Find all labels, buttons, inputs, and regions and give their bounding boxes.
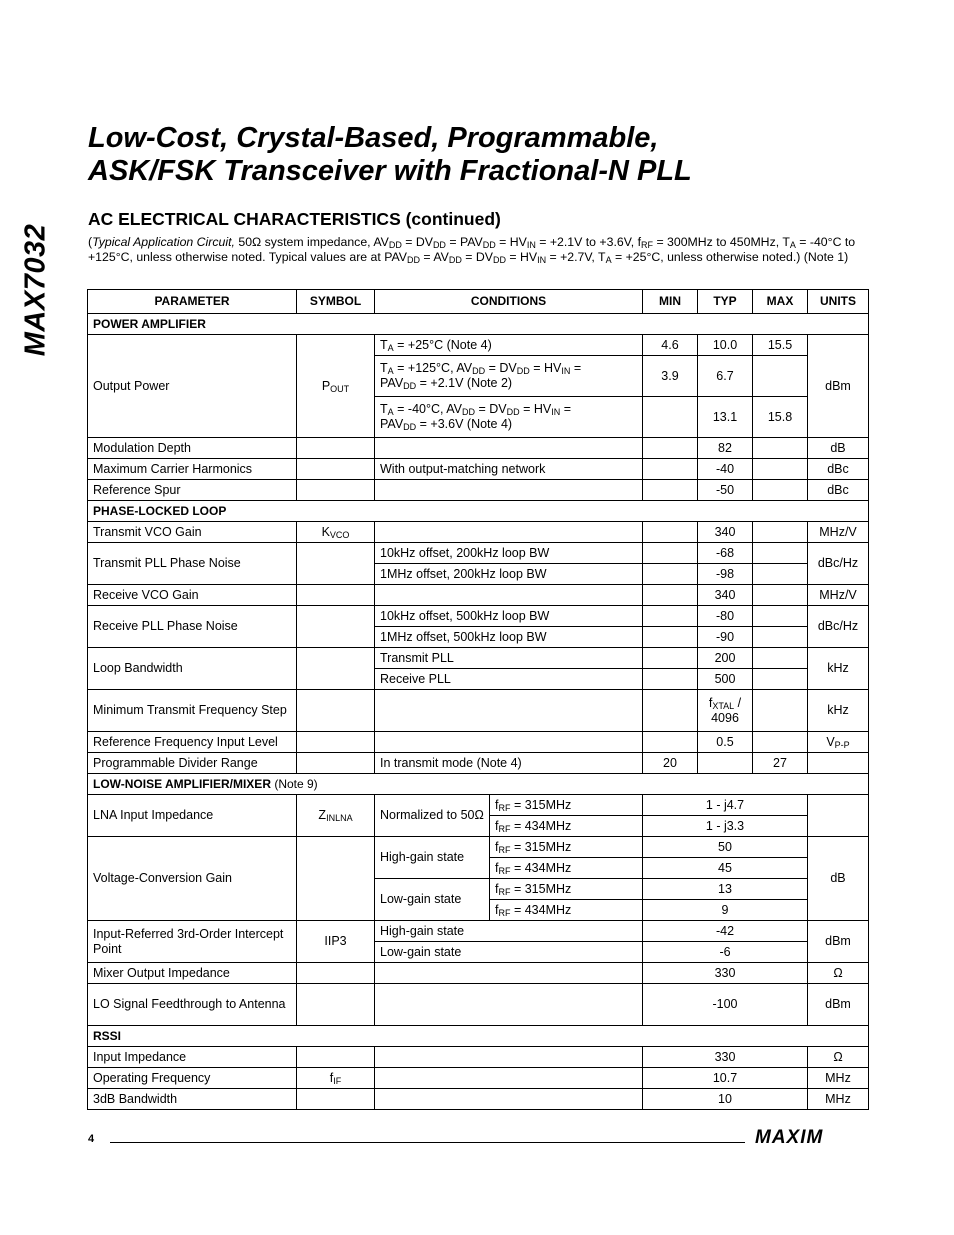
freq-cell: $f_{RF} = 434MHz$ (490, 900, 643, 921)
condition-cell: Receive PLL (375, 669, 643, 690)
param-voltage-conversion-gain: Voltage-Conversion Gain (88, 837, 297, 921)
param-3db-bandwidth: 3dB Bandwidth (88, 1089, 297, 1110)
value-cell: 10.7 (643, 1068, 808, 1089)
units-cell: MHz (808, 1068, 869, 1089)
typ-cell: 340 (698, 522, 753, 543)
value-cell: 10 (643, 1089, 808, 1110)
param-loop-bandwidth: Loop Bandwidth (88, 648, 297, 690)
typ-cell: 200 (698, 648, 753, 669)
condition-cell: $T_A = +125^\circ C$, $AV_{DD} = DV_{DD} = HV_{IN}$ = $PAV_{DD} = +2.1V$ (Note 2) (375, 356, 643, 397)
freq-cell: $f_{RF} = 315MHz$ (490, 795, 643, 816)
value-cell: 330 (643, 963, 808, 984)
max-cell: 15.5 (753, 335, 808, 356)
units-cell: Ω (808, 963, 869, 984)
table-row (88, 984, 869, 1026)
maxim-logo (755, 1127, 865, 1145)
section-row (88, 774, 869, 795)
param-receive-pll-phase-noise: Receive PLL Phase Noise (88, 606, 297, 648)
ac-characteristics-table (87, 289, 869, 1110)
param-output-power: Output Power (88, 335, 297, 438)
units-cell: dB (808, 438, 869, 459)
table-row (88, 335, 869, 356)
typ-cell: -40 (698, 459, 753, 480)
param-reference-spur: Reference Spur (88, 480, 297, 501)
condition-cell: $T_A = -40^\circ C$, $AV_{DD} = DV_{DD} = HV_{IN}$ = $PAV_{DD} = +3.6V$ (Note 4) (375, 397, 643, 438)
condition-cell: Normalized to 50Ω (375, 795, 490, 837)
typ-cell: 340 (698, 585, 753, 606)
header-symbol: SYMBOL (297, 290, 375, 314)
units-cell: dBm (808, 921, 869, 963)
table-row (88, 1047, 869, 1068)
table-row (88, 1068, 869, 1089)
units-cell: dBc/Hz (808, 606, 869, 648)
condition-cell: In transmit mode (Note 4) (375, 753, 643, 774)
param-rssi-input-impedance: Input Impedance (88, 1047, 297, 1068)
section-phase-locked-loop: PHASE-LOCKED LOOP (88, 501, 869, 522)
section-rssi: RSSI (88, 1026, 869, 1047)
header-conditions: CONDITIONS (375, 290, 643, 314)
freq-cell: $f_{RF} = 315MHz$ (490, 837, 643, 858)
condition-cell: $T_A = +25^\circ C$ (Note 4) (375, 335, 643, 356)
condition-cell: Transmit PLL (375, 648, 643, 669)
units-cell: dBc (808, 459, 869, 480)
symbol-pout: $P_{OUT}$ (297, 335, 375, 438)
header-min: MIN (643, 290, 698, 314)
table-row (88, 585, 869, 606)
typ-cell: 10.0 (698, 335, 753, 356)
typ-cell: 6.7 (698, 356, 753, 397)
header-max: MAX (753, 290, 808, 314)
value-cell: 330 (643, 1047, 808, 1068)
table-row (88, 606, 869, 627)
value-cell: 1 - j4.7 (643, 795, 808, 816)
header-parameter: PARAMETER (88, 290, 297, 314)
condition-cell: 10kHz offset, 500kHz loop BW (375, 606, 643, 627)
min-cell: 4.6 (643, 335, 698, 356)
table-row (88, 690, 869, 732)
section-power-amplifier: POWER AMPLIFIER (88, 314, 869, 335)
typ-cell: 500 (698, 669, 753, 690)
param-min-transmit-step: Minimum Transmit Frequency Step (88, 690, 297, 732)
table-row (88, 1089, 869, 1110)
condition-cell: 10kHz offset, 200kHz loop BW (375, 543, 643, 564)
table-row (88, 837, 869, 858)
table-row (88, 543, 869, 564)
conditions-note: (Typical Application Circuit, 50Ω system impedance, $AV_{DD} = DV_{DD} = PAV_{DD} = HV_{IN} = +2.1V$ to +3.6V, $f_{RF} = 300MHz$ to 450MHz, $T_A = -40^\circ C$ to +125°C, unless otherwise noted. Typical values are at $PAV_{DD} = AV_{DD} = DV_{DD} = HV_{IN} = +2.7V$, $T_A = +25^\circ C$, unless otherwise noted.) (Note 1) (88, 235, 856, 265)
header-typ: TYP (698, 290, 753, 314)
param-operating-frequency: Operating Frequency (88, 1068, 297, 1089)
condition-cell: Low-gain state (375, 942, 643, 963)
param-lna-input-impedance: LNA Input Impedance (88, 795, 297, 837)
symbol-kvco: $K_{VCO}$ (297, 522, 375, 543)
section-row (88, 501, 869, 522)
section-heading: AC ELECTRICAL CHARACTERISTICS (continued) (88, 209, 501, 229)
section-lna-mixer: LOW-NOISE AMPLIFIER/MIXER (Note 9) (88, 774, 869, 795)
units-cell: $V_{P-P}$ (808, 732, 869, 753)
svg-text:MAXIM: MAXIM (755, 1127, 824, 1145)
units-cell: MHz/V (808, 522, 869, 543)
page-number: 4 (88, 1133, 95, 1145)
param-modulation-depth: Modulation Depth (88, 438, 297, 459)
value-cell: -100 (643, 984, 808, 1026)
table-row (88, 480, 869, 501)
value-cell: -42 (643, 921, 808, 942)
condition-cell: With output-matching network (375, 459, 643, 480)
header-row (88, 290, 869, 314)
param-max-carrier-harmonics: Maximum Carrier Harmonics (88, 459, 297, 480)
units-cell: MHz (808, 1089, 869, 1110)
max-cell (753, 356, 808, 397)
min-cell: 20 (643, 753, 698, 774)
typ-cell: -80 (698, 606, 753, 627)
value-cell: -6 (643, 942, 808, 963)
param-lo-feedthrough: LO Signal Feedthrough to Antenna (88, 984, 297, 1026)
param-transmit-vco-gain: Transmit VCO Gain (88, 522, 297, 543)
param-iip3: Input-Referred 3rd-Order Intercept Point (88, 921, 297, 963)
param-divider-range: Programmable Divider Range (88, 753, 297, 774)
value-cell: 50 (643, 837, 808, 858)
max-cell: 15.8 (753, 397, 808, 438)
units-cell: dB (808, 837, 869, 921)
units-cell: kHz (808, 648, 869, 690)
typ-cell: -90 (698, 627, 753, 648)
value-cell: 9 (643, 900, 808, 921)
title-line-2: ASK/FSK Transceiver with Fractional-N PLL (88, 155, 692, 187)
typ-cell: -68 (698, 543, 753, 564)
param-transmit-pll-phase-noise: Transmit PLL Phase Noise (88, 543, 297, 585)
units-cell: dBc/Hz (808, 543, 869, 585)
typ-cell: 0.5 (698, 732, 753, 753)
param-mixer-output-impedance: Mixer Output Impedance (88, 963, 297, 984)
units-cell: dBc (808, 480, 869, 501)
table-row (88, 921, 869, 942)
condition-cell: 1MHz offset, 500kHz loop BW (375, 627, 643, 648)
units-cell: kHz (808, 690, 869, 732)
min-cell (643, 397, 698, 438)
condition-cell: High-gain state (375, 921, 643, 942)
side-part-number: MAX7032 (19, 223, 52, 357)
value-cell: 45 (643, 858, 808, 879)
header-units: UNITS (808, 290, 869, 314)
table-row (88, 438, 869, 459)
symbol-zinlna: $Z_{INLNA}$ (297, 795, 375, 837)
freq-cell: $f_{RF} = 434MHz$ (490, 816, 643, 837)
section-row (88, 1026, 869, 1047)
table-row (88, 732, 869, 753)
table-row (88, 648, 869, 669)
units-cell: MHz/V (808, 585, 869, 606)
value-cell: 13 (643, 879, 808, 900)
title-line-1: Low-Cost, Crystal-Based, Programmable, (88, 122, 659, 154)
units-cell: dBm (808, 335, 869, 438)
freq-cell: $f_{RF} = 315MHz$ (490, 879, 643, 900)
freq-cell: $f_{RF} = 434MHz$ (490, 858, 643, 879)
table-row (88, 963, 869, 984)
section-row (88, 314, 869, 335)
typ-cell: -50 (698, 480, 753, 501)
symbol-fif: $f_{IF}$ (297, 1068, 375, 1089)
value-cell: 1 - j3.3 (643, 816, 808, 837)
condition-cell: Low-gain state (375, 879, 490, 921)
units-cell: Ω (808, 1047, 869, 1068)
param-receive-vco-gain: Receive VCO Gain (88, 585, 297, 606)
units-cell: dBm (808, 984, 869, 1026)
condition-cell: 1MHz offset, 200kHz loop BW (375, 564, 643, 585)
table-row (88, 753, 869, 774)
document-title (88, 122, 692, 188)
table-row (88, 522, 869, 543)
typ-cell: -98 (698, 564, 753, 585)
table-row (88, 459, 869, 480)
table-row (88, 795, 869, 816)
footer-rule (110, 1142, 745, 1143)
typ-cell: 13.1 (698, 397, 753, 438)
symbol-iip3: IIP3 (297, 921, 375, 963)
typ-cell: 82 (698, 438, 753, 459)
typ-cell: $f_{XTAL}$ / 4096 (698, 690, 753, 732)
condition-cell: High-gain state (375, 837, 490, 879)
min-cell: 3.9 (643, 356, 698, 397)
param-reference-input-level: Reference Frequency Input Level (88, 732, 297, 753)
max-cell: 27 (753, 753, 808, 774)
